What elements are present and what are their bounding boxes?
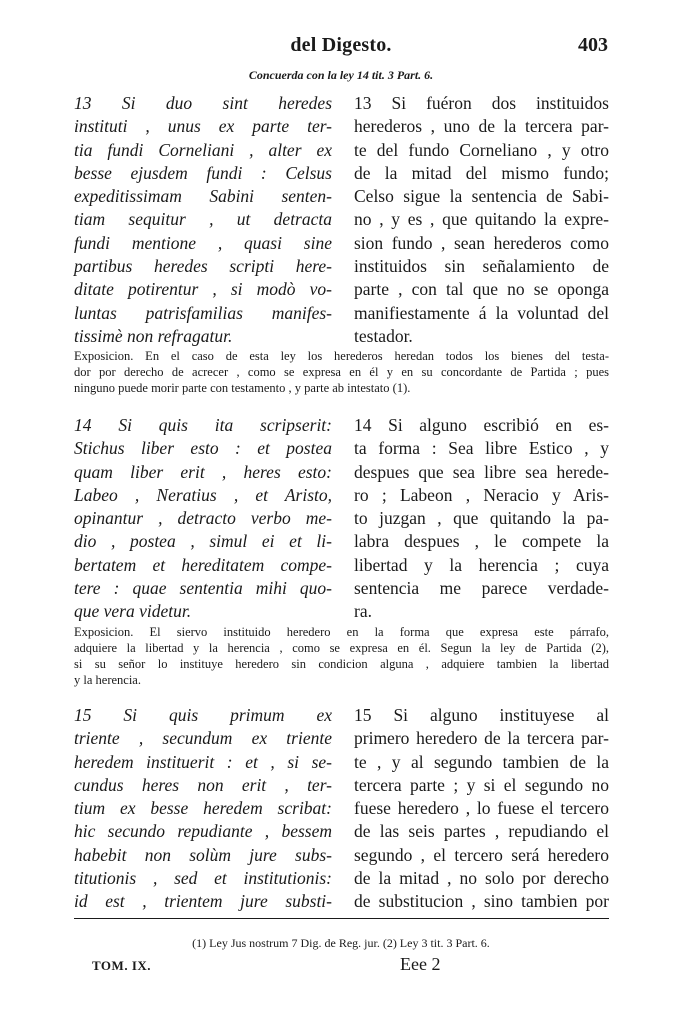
text-line: de las seis partes , repudiando el <box>354 821 609 842</box>
text-line: tercera parte ; y si el segundo no <box>354 774 609 795</box>
text-line: te del fundo Corneliano , y otro <box>354 139 609 160</box>
text-line: habebit non solùm jure subs- <box>74 844 332 865</box>
text-line: no , y es , que quitando la expre- <box>354 209 609 230</box>
text-line: 13 Si duo sint heredes <box>74 93 332 113</box>
text-line: labra despues , le compete la <box>354 531 609 552</box>
text-line: herederos , uno de la tercera par- <box>354 116 609 137</box>
text-line: 15 Si quis primum ex <box>74 705 332 725</box>
text-line: de substitucion , sino tambien por <box>354 891 609 912</box>
text-line: segundo , el tercero será heredero <box>354 844 609 865</box>
text-line: id est , trientem jure substi- <box>74 891 332 912</box>
text-line: ra. <box>354 601 372 622</box>
text-line: opinantur , detracto verbo me- <box>74 508 332 529</box>
commentary-line: y la herencia. <box>74 673 141 687</box>
text-line: tissimè non refragatur. <box>74 325 233 346</box>
text-line: de la mitad , no solo por derecho <box>354 868 609 889</box>
signature-mark: Eee 2 <box>400 954 441 974</box>
text-line: 14 Si quis ita scripserit: <box>74 415 332 435</box>
text-line: libertad y la herencia ; cuya <box>354 554 609 575</box>
commentary-line: ninguno puede morir parte con testamento , y parte ab intestato (1). <box>74 381 411 395</box>
commentary-line: Exposicion. En el caso de esta ley los herederos heredan todos los bienes del testa- <box>74 349 609 363</box>
concordance-note: Concuerda con la ley 14 tit. 3 Part. 6. <box>248 68 434 82</box>
text-line: dio , postea , simul ei et li- <box>74 531 332 552</box>
text-line: to juzgan , que quitando la pa- <box>354 508 609 529</box>
text-line: tia fundi Corneliani , alter ex <box>74 139 332 160</box>
running-head <box>0 34 682 64</box>
text-line: sentencia me parece verdade- <box>354 578 609 599</box>
text-line: hic secundo repudiante , bessem <box>74 821 332 842</box>
text-line: titutionis , sed et institutionis: <box>74 868 332 889</box>
law-15-spanish-text <box>354 704 609 914</box>
text-line: ro ; Labeon , Neracio y Aris- <box>354 484 609 505</box>
text-line: cundus heres non erit , ter- <box>74 774 332 795</box>
commentary-line: Exposicion. El siervo instituido heredero en la forma que expresa este párrafo, <box>74 625 609 639</box>
text-line: tere : quae sententia mihi quo- <box>74 578 332 599</box>
text-line: despues que sea libre sea herede- <box>354 461 609 482</box>
text-line: instituidos sin señalamiento de <box>354 256 609 277</box>
text-line: expeditissimam Sabini senten- <box>74 186 332 207</box>
text-line: de la mitad del mismo fundo; <box>354 162 609 183</box>
text-line: manifiestamente á la voluntad del <box>354 302 609 323</box>
text-line: testador. <box>354 325 413 346</box>
text-line: sion fundo , sean herederos como <box>354 232 609 253</box>
law-14-latin-text <box>74 414 332 624</box>
text-line: besse ejusdem fundi : Celsus <box>74 162 332 183</box>
text-line: Stichus liber esto : et postea <box>74 438 332 459</box>
running-title: del Digesto. <box>290 34 392 56</box>
text-line: que vera videtur. <box>74 601 192 622</box>
law-13-latin-text <box>74 92 332 348</box>
page-number: 403 <box>578 34 608 56</box>
volume-label: TOM. IX. <box>92 958 152 973</box>
text-line: fundi mentione , quasi sine <box>74 232 332 253</box>
text-line: 15 Si alguno instituyese al <box>354 705 609 725</box>
text-line: primero heredero de la tercera par- <box>354 728 609 749</box>
law-14-commentary <box>74 624 609 688</box>
text-line: heredem instituerit : et , si se- <box>74 751 332 772</box>
text-line: Celso sigue la sentencia de Sabi- <box>354 186 609 207</box>
footnote-rule <box>74 918 609 919</box>
text-line: Labeo , Neratius , et Aristo, <box>74 484 332 505</box>
text-line: instituti , unus ex parte ter- <box>74 116 332 137</box>
text-line: partibus heredes scripti here- <box>74 256 332 277</box>
law-13-commentary <box>74 348 609 396</box>
text-line: 14 Si alguno escribió en es- <box>354 415 609 435</box>
commentary-line: adquiere la libertad y la herencia , como se expresa en él. Segun la ley de Partida (2), <box>74 641 609 655</box>
text-line: bertatem et hereditatem compe- <box>74 554 332 575</box>
text-line: tium ex besse heredem scribat: <box>74 798 332 819</box>
law-15-latin-text <box>74 704 332 914</box>
text-line: ta forma : Sea libre Estico , y <box>354 438 609 459</box>
law-14-spanish-text <box>354 414 609 624</box>
commentary-line: si su señor lo instituye heredero sin condicion alguna , adquiere tambien la libertad <box>74 657 609 671</box>
text-line: luntas patrisfamilias manifes- <box>74 302 332 323</box>
law-13-spanish-text <box>354 92 609 348</box>
text-line: te , y al segundo tambien de la <box>354 751 609 772</box>
text-line: 13 Si fuéron dos instituidos <box>354 93 609 113</box>
commentary-line: dor por derecho de acrecer , como se expresa en él y en su concordante de Partida ; pues <box>74 365 609 379</box>
footnotes: (1) Ley Jus nostrum 7 Dig. de Reg. jur. (2) Ley 3 tit. 3 Part. 6. <box>192 936 490 950</box>
text-line: fuese heredero , lo fuese el tercero <box>354 798 609 819</box>
text-line: tiam sequitur , ut detracta <box>74 209 332 230</box>
text-line: quam liber erit , heres esto: <box>74 461 332 482</box>
text-line: ditate potirentur , si modò vo- <box>74 279 332 300</box>
text-line: triente , secundum ex triente <box>74 728 332 749</box>
text-line: parte , con tal que no se oponga <box>354 279 609 300</box>
